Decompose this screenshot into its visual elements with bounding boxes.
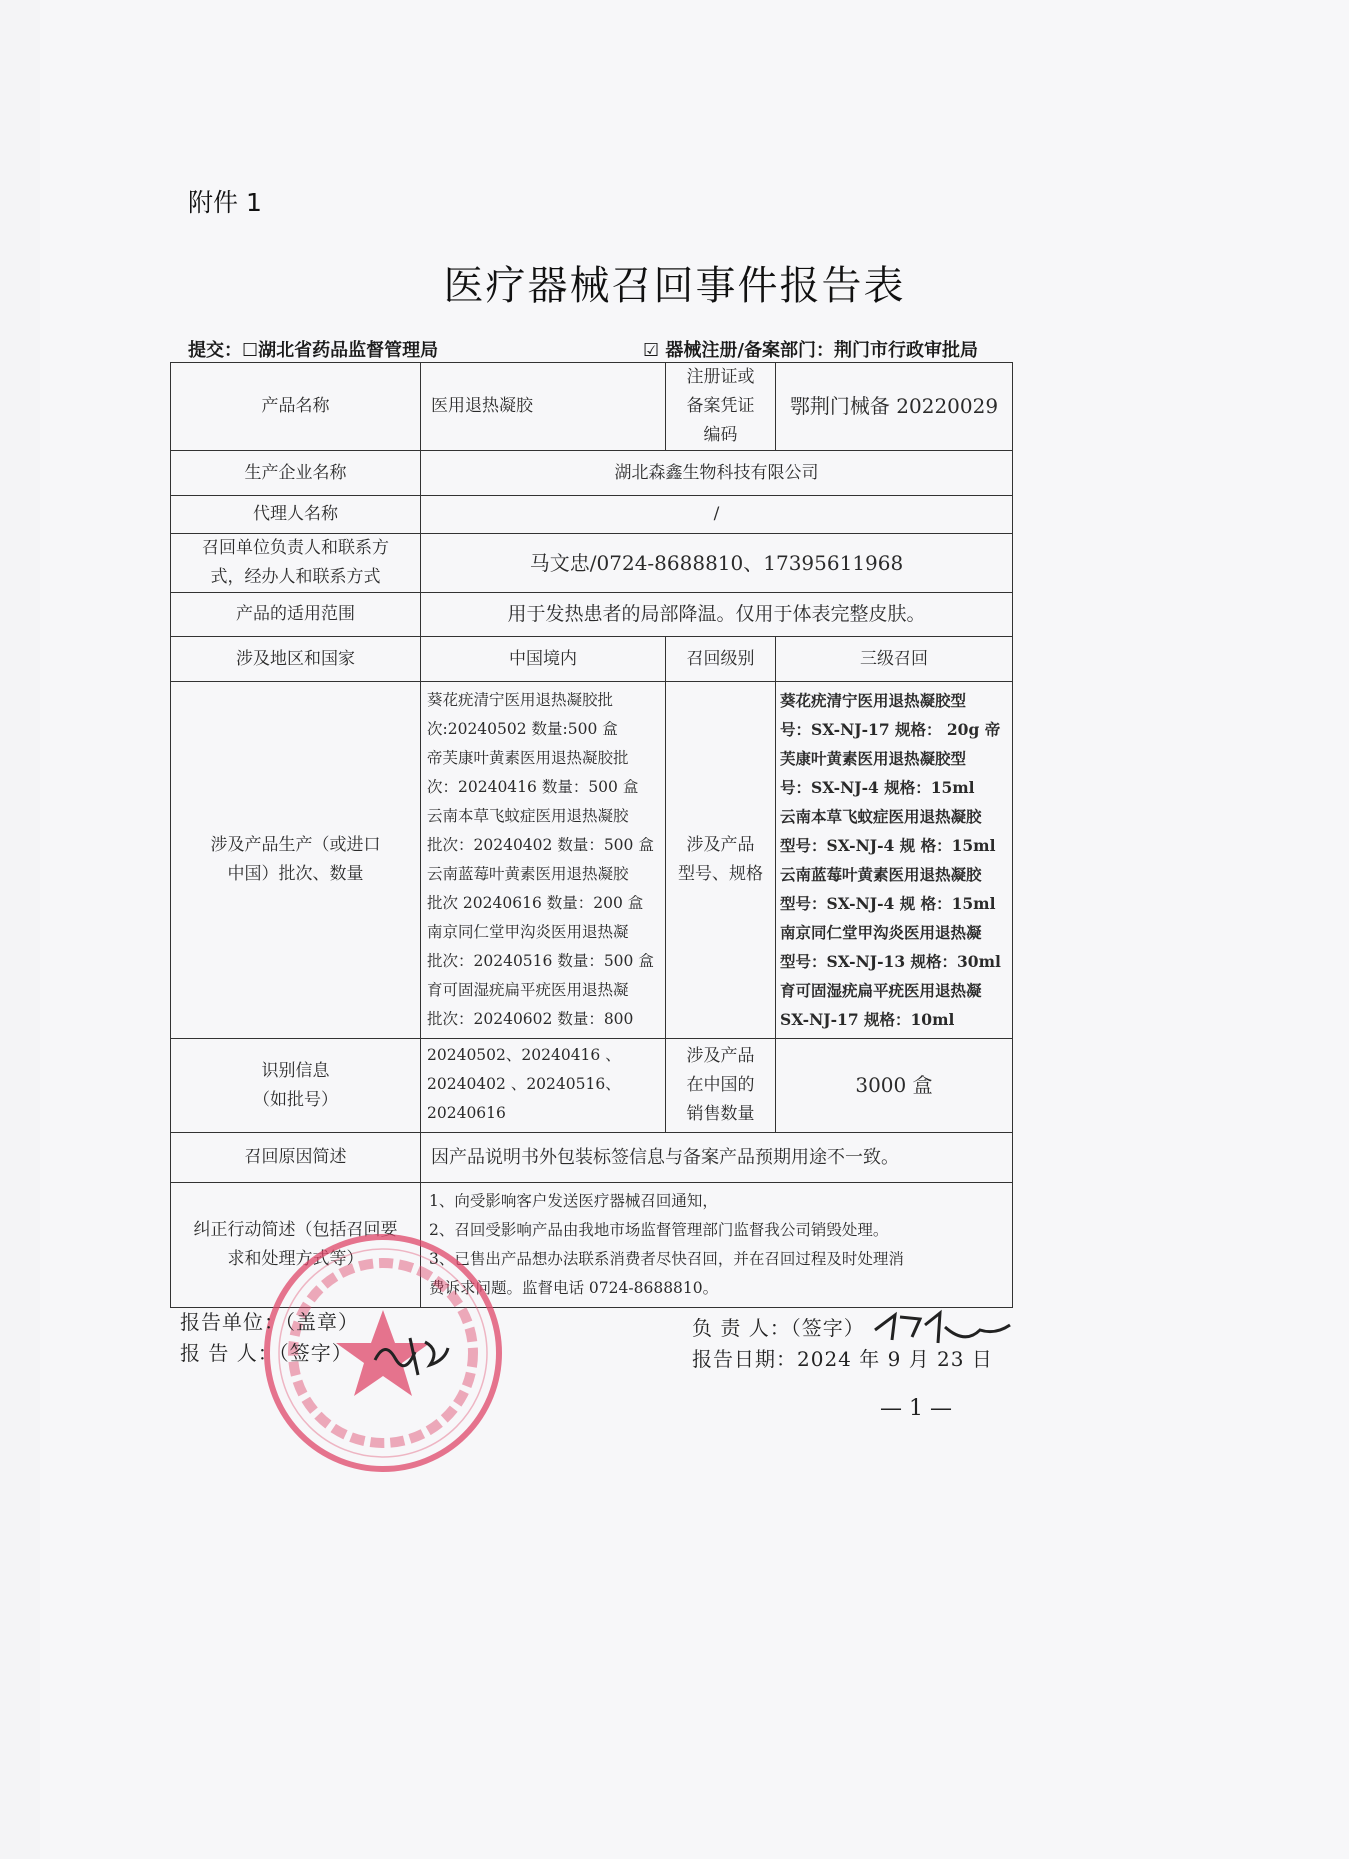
label-reason: 召回原因简述 xyxy=(171,1133,421,1183)
reporter: 报 告 人：（签字） xyxy=(180,1341,353,1365)
list-line: 南京同仁堂甲沟炎医用退热凝 xyxy=(427,923,629,941)
label-contact xyxy=(171,534,421,593)
ident-line: 20240502、20240416 、 xyxy=(427,1046,621,1064)
row-manufacturer xyxy=(171,451,1013,496)
label-batches xyxy=(171,682,421,1039)
sales-quantity: 3000 盒 xyxy=(776,1039,1013,1133)
label-line: 编码 xyxy=(703,425,738,445)
report-date: 报告日期：2024 年 9 月 23 日 xyxy=(692,1347,993,1371)
label-identification xyxy=(171,1039,421,1133)
list-line: 型号：SX-NJ-4 规 格：15ml xyxy=(780,836,996,855)
label-sales xyxy=(666,1039,776,1133)
list-line: 次：20240416 数量：500 盒 xyxy=(427,778,639,796)
label-line: 涉及产品生产（或进口 xyxy=(210,835,381,855)
label-line: 型号、规格 xyxy=(678,864,763,884)
row-batches xyxy=(171,682,1013,1039)
batch-list xyxy=(421,682,666,1039)
identification xyxy=(421,1039,666,1133)
registration-dept-text: 器械注册/备案部门：荆门市行政审批局 xyxy=(665,340,978,361)
list-line: 号：SX-NJ-17 规格： 20g 帝 xyxy=(780,720,1001,739)
action-line: 费诉求问题。监督电话 0724-8688810。 xyxy=(429,1279,719,1297)
list-line: 云南蓝莓叶黄素医用退热凝胶 xyxy=(780,865,982,884)
list-line: 云南本草飞蚊症医用退热凝胶 xyxy=(427,807,629,825)
label-models xyxy=(666,682,776,1039)
list-line: 型号：SX-NJ-4 规 格：15ml xyxy=(780,894,996,913)
submit-to-province: 提交：☐湖北省药品监督管理局 xyxy=(188,340,439,361)
list-line: 批次：20240402 数量：500 盒 xyxy=(427,836,654,854)
page-number: — 1 — xyxy=(880,1396,952,1421)
region: 中国境内 xyxy=(421,637,666,682)
row-product-name xyxy=(171,363,1013,451)
label-agent: 代理人名称 xyxy=(171,496,421,534)
recall-level: 三级召回 xyxy=(776,637,1013,682)
label-line: 注册证或 xyxy=(686,367,755,387)
actions xyxy=(421,1183,1013,1308)
page-title: 医疗器械召回事件报告表 xyxy=(443,263,906,309)
label-line: 涉及产品 xyxy=(686,1046,755,1066)
row-agent xyxy=(171,496,1013,534)
checked-box-icon: ☑ xyxy=(643,340,660,361)
list-line: 南京同仁堂甲沟炎医用退热凝 xyxy=(780,923,982,942)
list-line: 批次：20240516 数量：500 盒 xyxy=(427,952,654,970)
label-line: 式，经办人和联系方式 xyxy=(210,567,381,587)
row-contact xyxy=(171,534,1013,593)
list-line: 葵花疣清宁医用退热凝胶型 xyxy=(780,691,967,710)
label-line: （如批号） xyxy=(253,1089,338,1110)
label-line: 求和处理方式等） xyxy=(227,1249,364,1269)
submit-to-registration-dept xyxy=(643,336,978,362)
model-list xyxy=(776,682,1013,1039)
label-line: 在中国的 xyxy=(686,1075,755,1095)
recall-report-table xyxy=(170,362,1013,1308)
action-line: 1、向受影响客户发送医疗器械召回通知， xyxy=(429,1192,718,1210)
label-scope: 产品的适用范围 xyxy=(171,593,421,637)
ident-line: 20240616 xyxy=(427,1104,506,1122)
label-line: 销售数量 xyxy=(686,1104,755,1124)
report-unit: 报告单位：（盖章） xyxy=(180,1310,359,1334)
label-line: 纠正行动简述（包括召回要 xyxy=(193,1220,398,1240)
label-registration xyxy=(666,363,776,451)
scope: 用于发热患者的局部降温。仅用于体表完整皮肤。 xyxy=(421,593,1013,637)
list-line: 型号：SX-NJ-13 规格：30ml xyxy=(780,952,1001,971)
ident-line: 20240402 、20240516、 xyxy=(427,1075,621,1093)
label-manufacturer: 生产企业名称 xyxy=(171,451,421,496)
list-line: 育可固湿疣扁平疣医用退热凝 xyxy=(780,981,982,1000)
label-region: 涉及地区和国家 xyxy=(171,637,421,682)
list-line: 云南蓝莓叶黄素医用退热凝胶 xyxy=(427,865,629,883)
contact: 马文忠/0724-8688810、17395611968 xyxy=(421,534,1013,593)
row-scope xyxy=(171,593,1013,637)
list-line: 育可固湿疣扁平疣医用退热凝 xyxy=(427,981,629,999)
label-line: 涉及产品 xyxy=(686,835,755,855)
label-line: 中国）批次、数量 xyxy=(227,864,364,884)
row-identification xyxy=(171,1039,1013,1133)
list-line: 次:20240502 数量:500 盒 xyxy=(427,720,618,738)
reason: 因产品说明书外包装标签信息与备案产品预期用途不一致。 xyxy=(421,1133,1013,1183)
list-line: 批次 20240616 数量：200 盒 xyxy=(427,894,644,912)
list-line: 批次：20240602 数量：800 xyxy=(427,1010,634,1028)
action-line: 2、召回受影响产品由我地市场监督管理部门监督我公司销毁处理。 xyxy=(429,1221,889,1239)
row-reason xyxy=(171,1133,1013,1183)
attachment-label: 附件 1 xyxy=(188,188,262,217)
registration-number: 鄂荆门械备 20220029 xyxy=(776,363,1013,451)
label-line: 识别信息 xyxy=(261,1060,330,1081)
list-line: SX-NJ-17 规格：10ml xyxy=(780,1010,955,1029)
product-name: 医用退热凝胶 xyxy=(421,363,666,451)
label-line: 召回单位负责人和联系方 xyxy=(202,538,389,558)
responsible-person: 负 责 人：（签字） xyxy=(692,1316,865,1340)
action-line: 3、已售出产品想办法联系消费者尽快召回，并在召回过程及时处理消 xyxy=(429,1250,904,1268)
label-level: 召回级别 xyxy=(666,637,776,682)
reporter-signature xyxy=(370,1330,450,1380)
agent: / xyxy=(421,496,1013,534)
list-line: 葵花疣清宁医用退热凝胶批 xyxy=(427,691,614,709)
label-product-name: 产品名称 xyxy=(171,363,421,451)
label-line: 备案凭证 xyxy=(686,396,755,416)
list-line: 云南本草飞蚊症医用退热凝胶 xyxy=(780,807,982,826)
row-region xyxy=(171,637,1013,682)
list-line: 帝芙康叶黄素医用退热凝胶批 xyxy=(427,749,629,767)
list-line: 号：SX-NJ-4 规格：15ml xyxy=(780,778,975,797)
list-line: 芙康叶黄素医用退热凝胶型 xyxy=(780,749,967,768)
manufacturer: 湖北森鑫生物科技有限公司 xyxy=(421,451,1013,496)
